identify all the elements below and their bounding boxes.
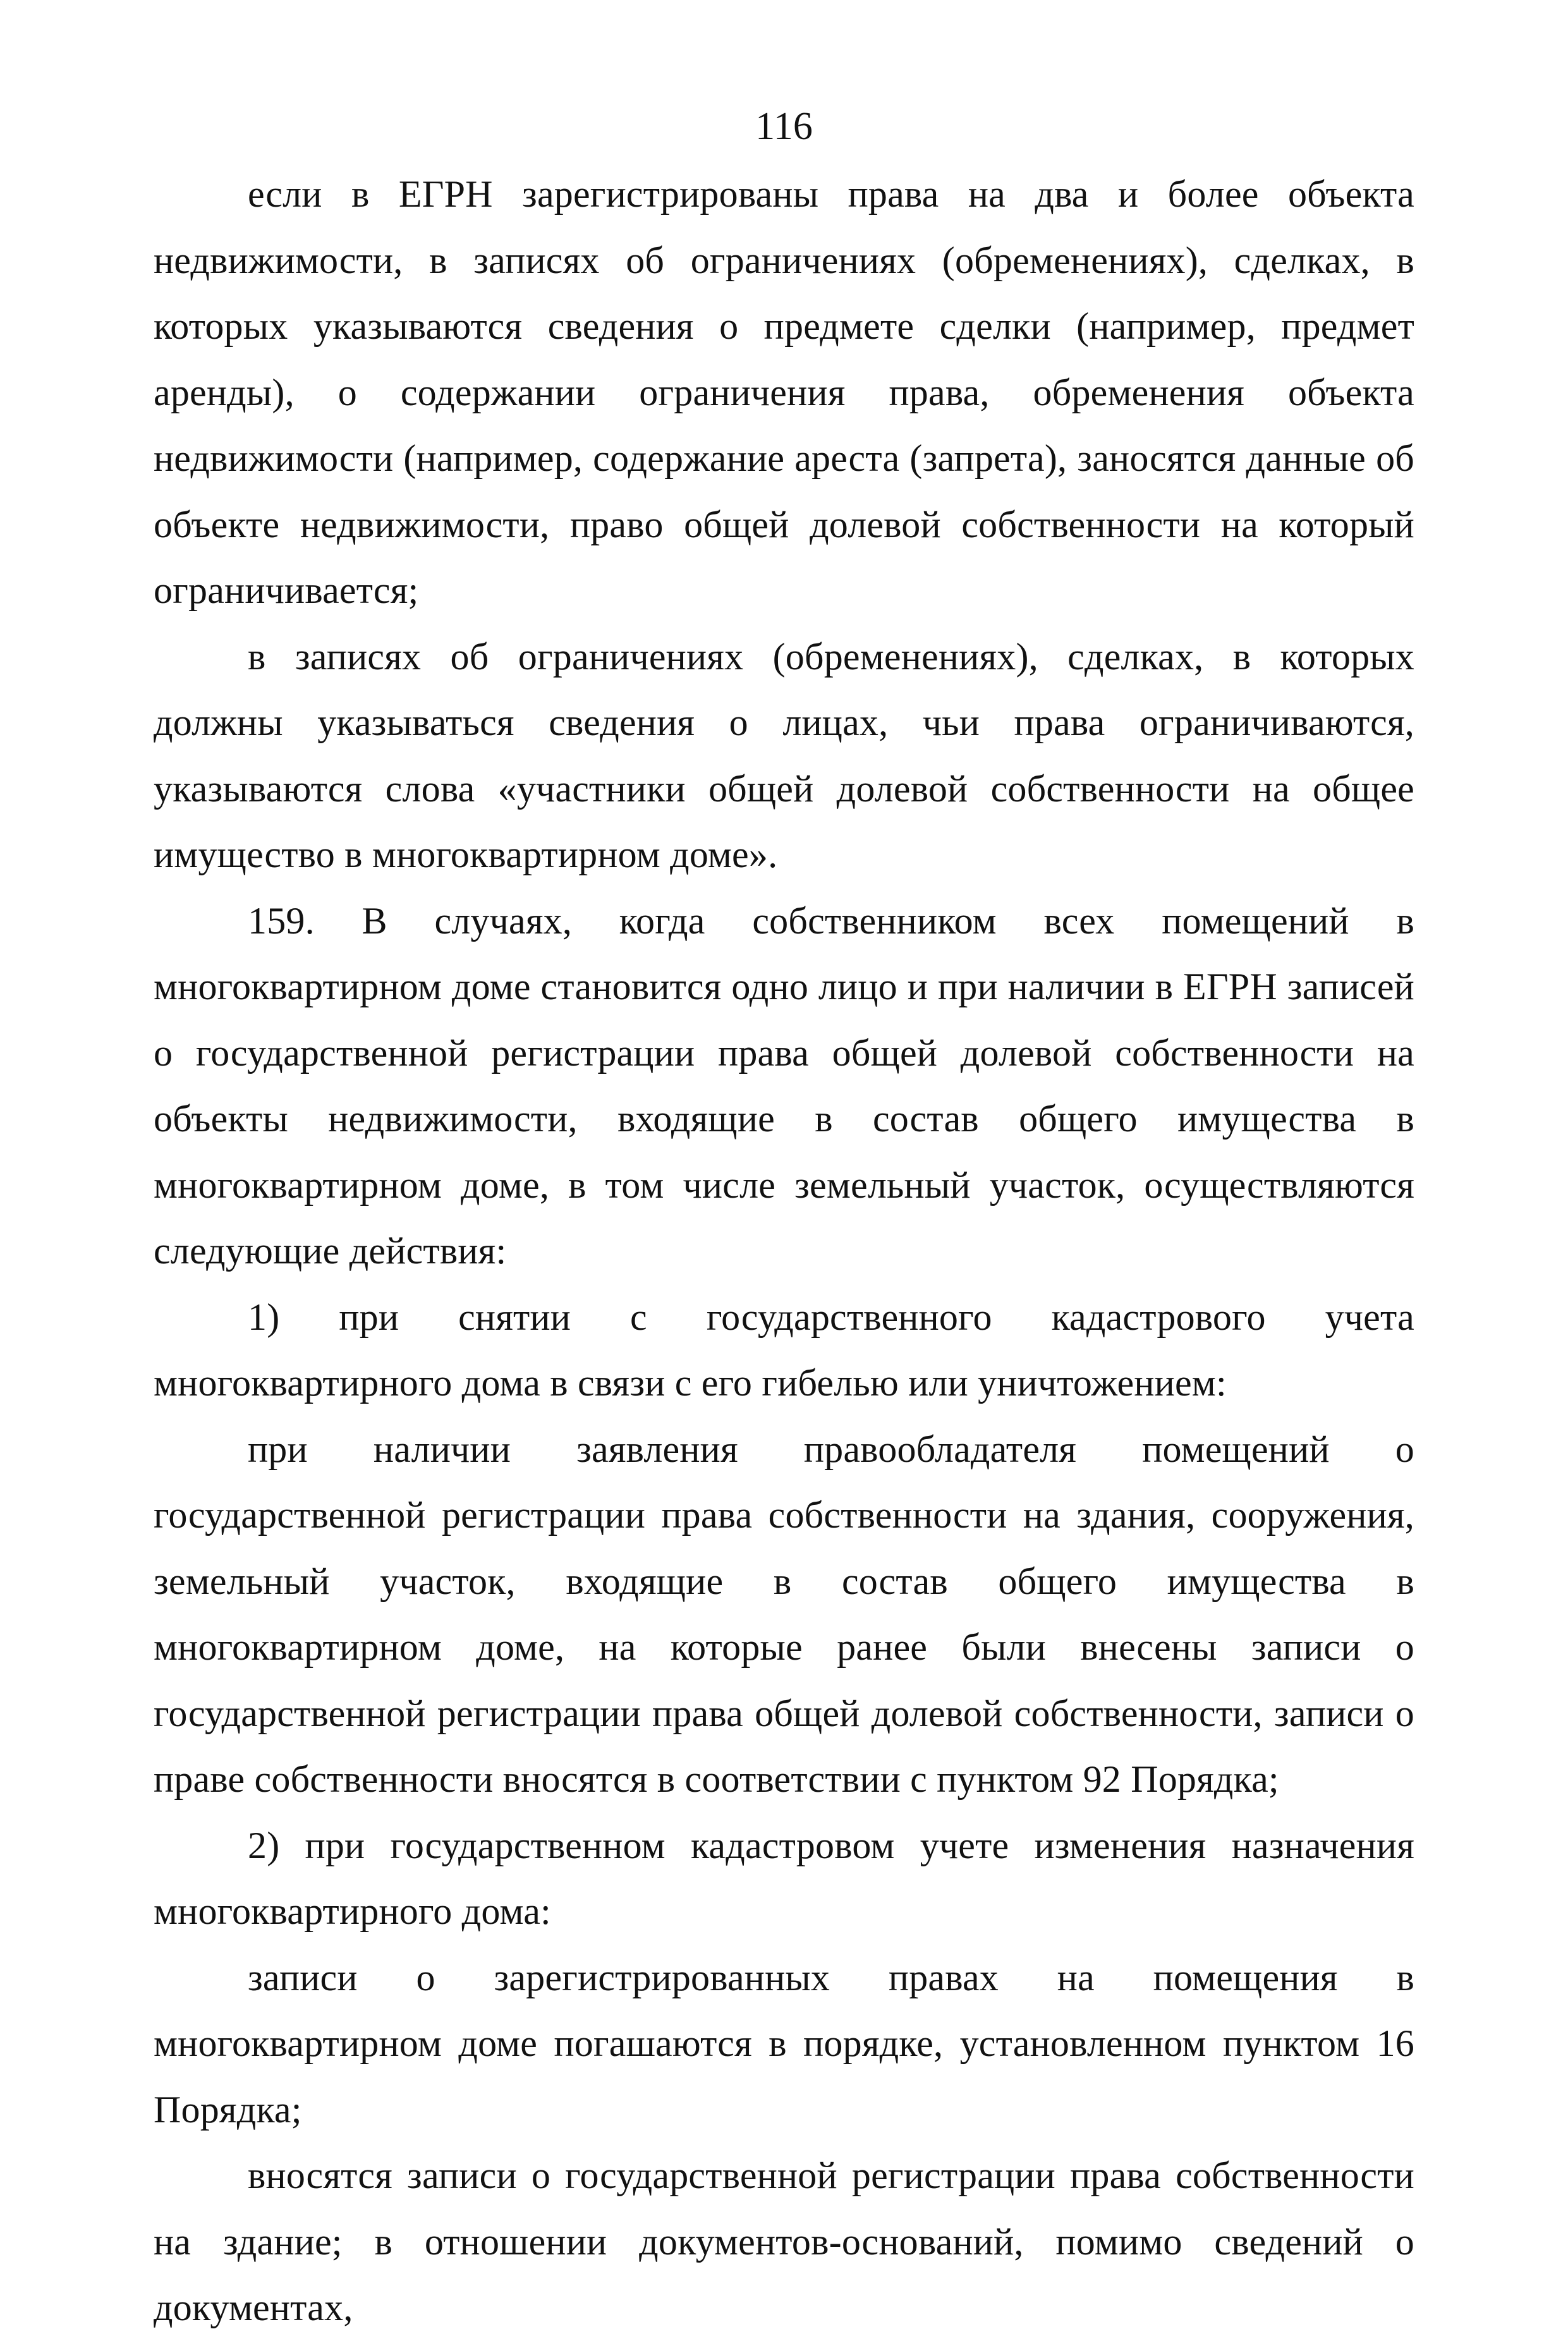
paragraph-item-159: 159. В случаях, когда собственником всех помещений в многоквартирном доме становится одно лицо и при наличии в ЕГРН записей о государственной регистрации права общей долевой собственности на объекты недвижимости, входящие в состав общего имущества в многоквартирном доме, в том числе земельный участок, осуществляются следующие действия:	[154, 899, 1414, 1272]
paragraph-subitem-1: 1) при снятии с государственного кадастрового учета многоквартирного дома в связи с его гибелью или уничтожением:	[154, 1296, 1414, 1404]
paragraph-owner-application: при наличии заявления правообладателя помещений о государственной регистрации права собственности на здания, сооружения, земельный участок, входящие в состав общего имущества в многоквартирном доме, на которые ранее были внесены записи о государственной регистрации права общей долевой собственности, записи о праве собственности вносятся в соответствии с пунктом 92 Порядка;	[154, 1428, 1414, 1800]
page-number: 116	[755, 105, 813, 148]
paragraph-subitem-2: 2) при государственном кадастровом учете изменения назначения многоквартирного дома:	[154, 1824, 1414, 1932]
paragraph-records-cancelled: записи о зарегистрированных правах на помещения в многоквартирном доме погашаются в порядке, установленном пунктом 16 Порядка;	[154, 1956, 1414, 2131]
paragraph-records-entered: вносятся записи о государственной регистрации права собственности на здание; в отношении документов-оснований, помимо сведений о документах,	[154, 2155, 1414, 2328]
paragraph-egrn-multiple-objects: если в ЕГРН зарегистрированы права на два и более объекта недвижимости, в записях об ограничениях (обременениях), сделках, в которых указываются сведения о предмете сделки (например, предмет аренды), о содержании ограничения права, обременения объекта недвижимости (например, содержание ареста (запрета), заносятся данные об объекте недвижимости, право общей долевой собственности на который ограничивается;	[154, 173, 1414, 611]
paragraph-records-participants: в записях об ограничениях (обременениях), сделках, в которых должны указываться сведения о лицах, чьи права ограничиваются, указываются слова «участники общей долевой собственности на общее имущество в многоквартирном доме».	[154, 635, 1414, 875]
document-body	[154, 161, 1414, 2341]
